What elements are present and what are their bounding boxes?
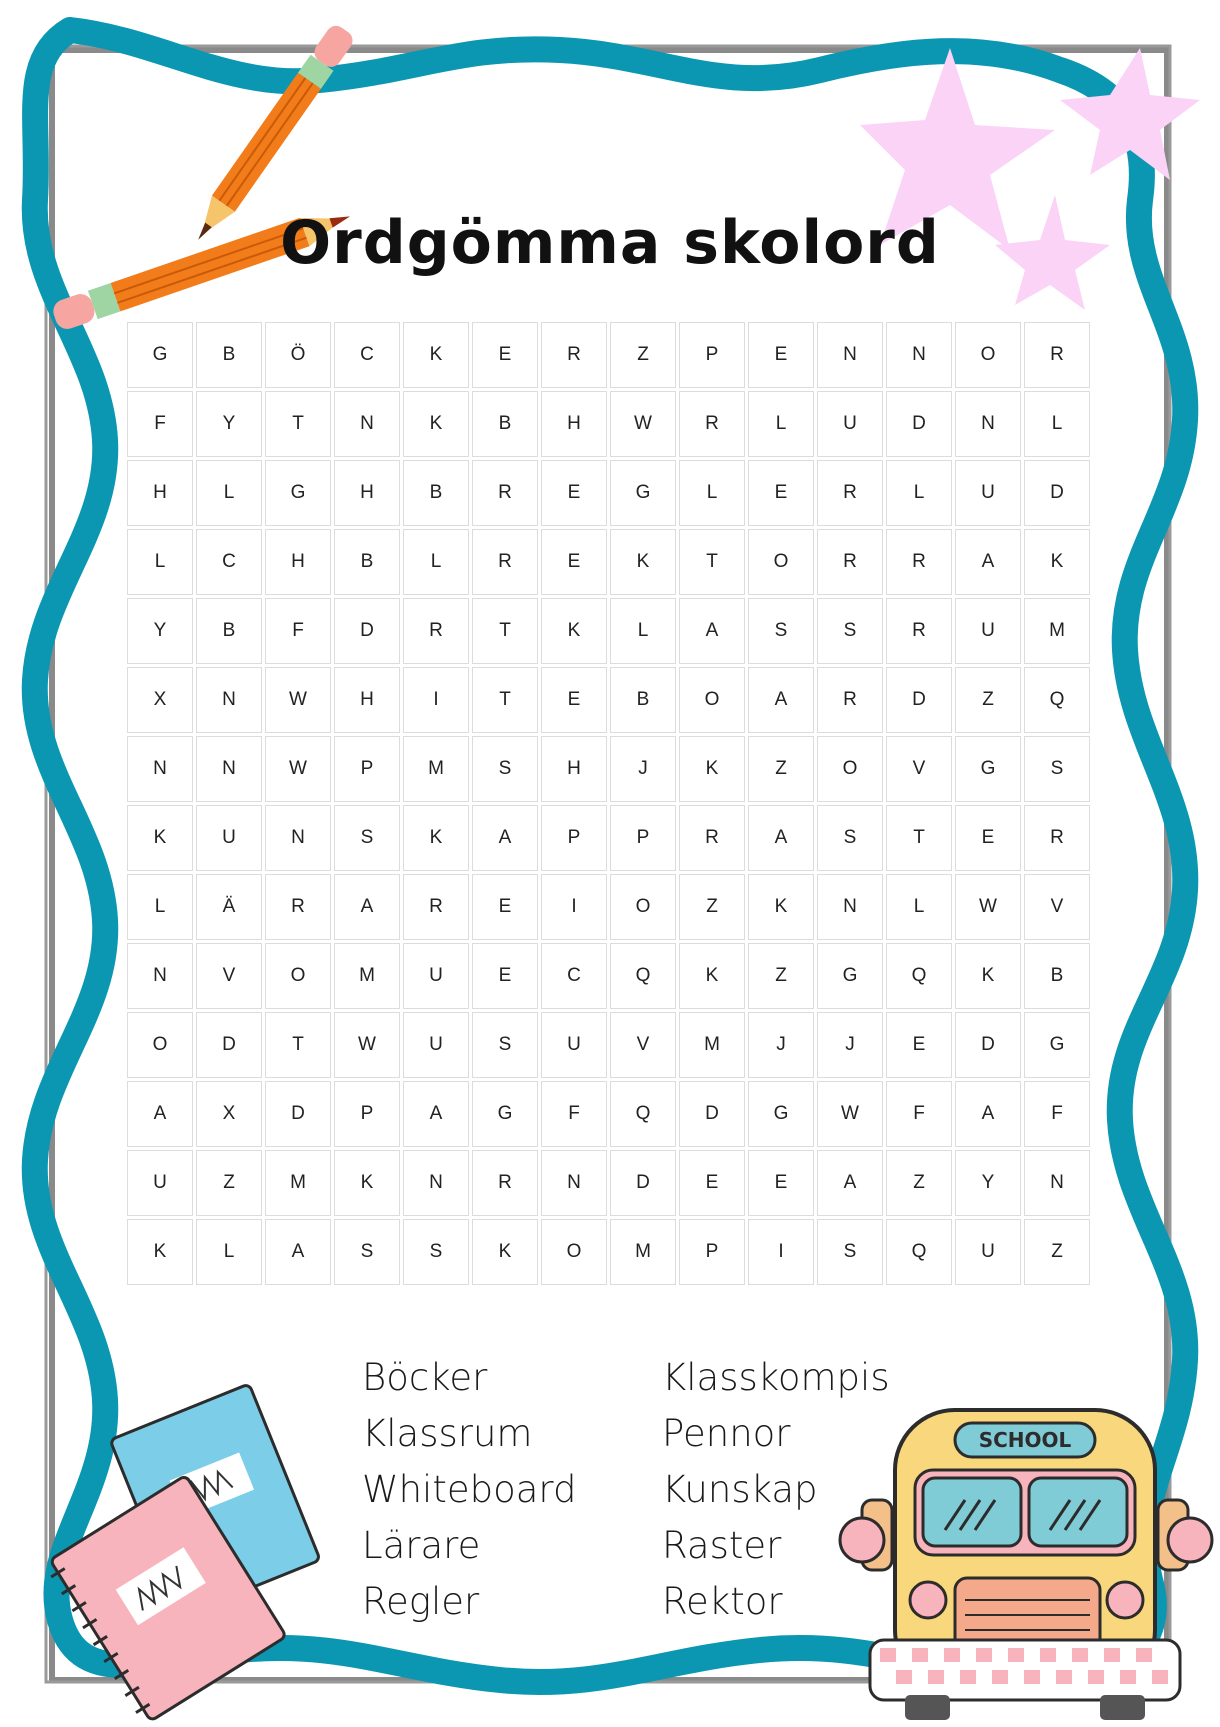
- grid-cell[interactable]: Z: [1024, 1219, 1090, 1285]
- grid-cell[interactable]: O: [265, 943, 331, 1009]
- grid-cell[interactable]: B: [403, 460, 469, 526]
- grid-cell[interactable]: H: [541, 391, 607, 457]
- grid-cell[interactable]: H: [334, 667, 400, 733]
- grid-cell[interactable]: P: [334, 1081, 400, 1147]
- grid-cell[interactable]: W: [334, 1012, 400, 1078]
- grid-cell[interactable]: R: [541, 322, 607, 388]
- grid-cell[interactable]: T: [265, 1012, 331, 1078]
- grid-cell[interactable]: R: [472, 460, 538, 526]
- grid-cell[interactable]: S: [403, 1219, 469, 1285]
- grid-cell[interactable]: Z: [196, 1150, 262, 1216]
- grid-cell[interactable]: O: [955, 322, 1021, 388]
- grid-cell[interactable]: A: [748, 667, 814, 733]
- grid-cell[interactable]: U: [955, 460, 1021, 526]
- grid-cell[interactable]: P: [679, 322, 745, 388]
- grid-cell[interactable]: V: [1024, 874, 1090, 940]
- grid-cell[interactable]: C: [541, 943, 607, 1009]
- grid-cell[interactable]: N: [886, 322, 952, 388]
- grid-cell[interactable]: N: [334, 391, 400, 457]
- grid-cell[interactable]: G: [1024, 1012, 1090, 1078]
- grid-cell[interactable]: H: [334, 460, 400, 526]
- grid-cell[interactable]: N: [817, 874, 883, 940]
- grid-cell[interactable]: S: [334, 805, 400, 871]
- grid-cell[interactable]: T: [472, 667, 538, 733]
- grid-cell[interactable]: Q: [886, 1219, 952, 1285]
- grid-cell[interactable]: E: [541, 529, 607, 595]
- grid-cell[interactable]: W: [265, 736, 331, 802]
- grid-cell[interactable]: K: [403, 391, 469, 457]
- grid-cell[interactable]: Q: [1024, 667, 1090, 733]
- grid-cell[interactable]: Q: [886, 943, 952, 1009]
- grid-cell[interactable]: K: [541, 598, 607, 664]
- grid-cell[interactable]: E: [541, 460, 607, 526]
- grid-cell[interactable]: D: [886, 391, 952, 457]
- grid-cell[interactable]: K: [955, 943, 1021, 1009]
- grid-cell[interactable]: E: [886, 1012, 952, 1078]
- grid-cell[interactable]: L: [886, 874, 952, 940]
- grid-cell[interactable]: R: [265, 874, 331, 940]
- grid-cell[interactable]: M: [1024, 598, 1090, 664]
- word-list-left: [362, 1350, 662, 1630]
- grid-cell[interactable]: A: [817, 1150, 883, 1216]
- grid-cell[interactable]: L: [748, 391, 814, 457]
- word-list-item: Klasskompis: [662, 1356, 890, 1399]
- grid-cell[interactable]: I: [541, 874, 607, 940]
- grid-cell[interactable]: E: [541, 667, 607, 733]
- grid-cell[interactable]: F: [127, 391, 193, 457]
- grid-cell[interactable]: P: [679, 1219, 745, 1285]
- word-list-item: Raster: [662, 1524, 782, 1567]
- grid-cell[interactable]: J: [817, 1012, 883, 1078]
- grid-cell[interactable]: W: [817, 1081, 883, 1147]
- grid-cell[interactable]: A: [748, 805, 814, 871]
- grid-cell[interactable]: A: [955, 529, 1021, 595]
- grid-cell[interactable]: P: [541, 805, 607, 871]
- grid-cell[interactable]: S: [748, 598, 814, 664]
- grid-cell[interactable]: R: [679, 805, 745, 871]
- word-list: [362, 1350, 962, 1630]
- word-list-item: Klassrum: [362, 1412, 533, 1455]
- grid-cell[interactable]: D: [955, 1012, 1021, 1078]
- grid-cell[interactable]: F: [886, 1081, 952, 1147]
- grid-cell[interactable]: S: [334, 1219, 400, 1285]
- grid-cell[interactable]: U: [955, 1219, 1021, 1285]
- grid-cell[interactable]: J: [610, 736, 676, 802]
- grid-cell[interactable]: V: [610, 1012, 676, 1078]
- grid-cell[interactable]: M: [403, 736, 469, 802]
- grid-cell[interactable]: B: [1024, 943, 1090, 1009]
- word-list-item: Regler: [362, 1580, 480, 1623]
- grid-cell[interactable]: K: [403, 805, 469, 871]
- grid-cell[interactable]: R: [472, 1150, 538, 1216]
- grid-cell[interactable]: E: [472, 943, 538, 1009]
- grid-cell[interactable]: K: [679, 943, 745, 1009]
- grid-cell[interactable]: B: [196, 322, 262, 388]
- grid-cell[interactable]: T: [472, 598, 538, 664]
- grid-cell[interactable]: T: [679, 529, 745, 595]
- grid-cell[interactable]: E: [748, 1150, 814, 1216]
- grid-cell[interactable]: U: [541, 1012, 607, 1078]
- grid-cell[interactable]: S: [817, 805, 883, 871]
- grid-cell[interactable]: D: [1024, 460, 1090, 526]
- grid-cell[interactable]: G: [748, 1081, 814, 1147]
- grid-cell[interactable]: R: [1024, 805, 1090, 871]
- grid-cell[interactable]: S: [472, 1012, 538, 1078]
- grid-cell[interactable]: E: [679, 1150, 745, 1216]
- grid-cell[interactable]: K: [127, 1219, 193, 1285]
- grid-cell[interactable]: S: [1024, 736, 1090, 802]
- grid-cell[interactable]: N: [265, 805, 331, 871]
- bus-sign-label: SCHOOL: [978, 1428, 1072, 1452]
- grid-cell[interactable]: D: [196, 1012, 262, 1078]
- grid-cell[interactable]: E: [472, 322, 538, 388]
- grid-cell[interactable]: M: [610, 1219, 676, 1285]
- grid-cell[interactable]: P: [334, 736, 400, 802]
- grid-cell[interactable]: U: [403, 1012, 469, 1078]
- grid-cell[interactable]: A: [403, 1081, 469, 1147]
- grid-cell[interactable]: K: [1024, 529, 1090, 595]
- grid-cell[interactable]: U: [196, 805, 262, 871]
- grid-cell[interactable]: Y: [955, 1150, 1021, 1216]
- grid-cell[interactable]: X: [196, 1081, 262, 1147]
- grid-cell[interactable]: E: [748, 460, 814, 526]
- grid-cell[interactable]: N: [196, 736, 262, 802]
- grid-cell[interactable]: K: [748, 874, 814, 940]
- grid-cell[interactable]: Z: [748, 736, 814, 802]
- grid-cell[interactable]: O: [541, 1219, 607, 1285]
- grid-cell[interactable]: K: [127, 805, 193, 871]
- grid-cell[interactable]: D: [265, 1081, 331, 1147]
- grid-cell[interactable]: A: [127, 1081, 193, 1147]
- grid-cell[interactable]: H: [127, 460, 193, 526]
- grid-cell[interactable]: K: [679, 736, 745, 802]
- grid-cell[interactable]: D: [886, 667, 952, 733]
- grid-cell[interactable]: I: [403, 667, 469, 733]
- grid-cell[interactable]: N: [1024, 1150, 1090, 1216]
- grid-cell[interactable]: G: [127, 322, 193, 388]
- grid-cell[interactable]: L: [1024, 391, 1090, 457]
- grid-cell[interactable]: W: [955, 874, 1021, 940]
- grid-cell[interactable]: K: [472, 1219, 538, 1285]
- grid-cell[interactable]: L: [886, 460, 952, 526]
- grid-cell[interactable]: M: [265, 1150, 331, 1216]
- grid-cell[interactable]: S: [472, 736, 538, 802]
- grid-cell[interactable]: Ä: [196, 874, 262, 940]
- page-title: Ordgömma skolord: [280, 208, 940, 278]
- grid-cell[interactable]: X: [127, 667, 193, 733]
- grid-cell[interactable]: S: [817, 1219, 883, 1285]
- grid-cell[interactable]: Y: [196, 391, 262, 457]
- grid-cell[interactable]: G: [610, 460, 676, 526]
- grid-cell[interactable]: C: [196, 529, 262, 595]
- word-list-item: Lärare: [362, 1524, 481, 1567]
- grid-cell[interactable]: K: [334, 1150, 400, 1216]
- grid-cell[interactable]: E: [472, 874, 538, 940]
- grid-cell[interactable]: K: [610, 529, 676, 595]
- grid-cell[interactable]: P: [610, 805, 676, 871]
- word-list-item: Whiteboard: [362, 1468, 577, 1511]
- grid-cell[interactable]: Q: [610, 943, 676, 1009]
- grid-cell[interactable]: W: [265, 667, 331, 733]
- grid-cell[interactable]: L: [127, 529, 193, 595]
- grid-cell[interactable]: E: [955, 805, 1021, 871]
- grid-cell[interactable]: Y: [127, 598, 193, 664]
- word-list-item: Böcker: [362, 1356, 488, 1399]
- word-list-item: Pennor: [662, 1412, 791, 1455]
- grid-cell[interactable]: L: [403, 529, 469, 595]
- grid-cell[interactable]: R: [472, 529, 538, 595]
- grid-cell[interactable]: U: [817, 391, 883, 457]
- grid-cell[interactable]: L: [610, 598, 676, 664]
- grid-cell[interactable]: V: [886, 736, 952, 802]
- word-list-right: [662, 1350, 962, 1630]
- word-list-item: Rektor: [662, 1580, 783, 1623]
- grid-cell[interactable]: F: [1024, 1081, 1090, 1147]
- grid-cell[interactable]: Z: [748, 943, 814, 1009]
- grid-cell[interactable]: G: [817, 943, 883, 1009]
- grid-cell[interactable]: L: [196, 1219, 262, 1285]
- grid-cell[interactable]: R: [679, 391, 745, 457]
- grid-cell[interactable]: L: [679, 460, 745, 526]
- grid-cell[interactable]: R: [817, 529, 883, 595]
- grid-cell[interactable]: Ö: [265, 322, 331, 388]
- grid-cell[interactable]: U: [955, 598, 1021, 664]
- grid-cell[interactable]: I: [748, 1219, 814, 1285]
- grid-cell[interactable]: G: [265, 460, 331, 526]
- grid-cell[interactable]: B: [196, 598, 262, 664]
- grid-cell[interactable]: N: [955, 391, 1021, 457]
- grid-cell[interactable]: U: [127, 1150, 193, 1216]
- grid-cell[interactable]: O: [817, 736, 883, 802]
- grid-cell[interactable]: T: [886, 805, 952, 871]
- grid-cell[interactable]: N: [127, 943, 193, 1009]
- grid-cell[interactable]: N: [817, 322, 883, 388]
- grid-cell[interactable]: V: [196, 943, 262, 1009]
- grid-cell[interactable]: C: [334, 322, 400, 388]
- grid-cell[interactable]: R: [1024, 322, 1090, 388]
- grid-cell[interactable]: A: [265, 1219, 331, 1285]
- grid-cell[interactable]: R: [886, 598, 952, 664]
- grid-cell[interactable]: Z: [886, 1150, 952, 1216]
- grid-cell[interactable]: M: [334, 943, 400, 1009]
- grid-cell[interactable]: F: [265, 598, 331, 664]
- grid-cell[interactable]: R: [817, 460, 883, 526]
- grid-cell[interactable]: J: [748, 1012, 814, 1078]
- grid-cell[interactable]: O: [679, 667, 745, 733]
- grid-cell[interactable]: O: [748, 529, 814, 595]
- grid-cell[interactable]: E: [748, 322, 814, 388]
- grid-cell[interactable]: O: [127, 1012, 193, 1078]
- grid-cell[interactable]: H: [541, 736, 607, 802]
- grid-cell[interactable]: B: [472, 391, 538, 457]
- grid-cell[interactable]: N: [127, 736, 193, 802]
- grid-cell[interactable]: B: [610, 667, 676, 733]
- grid-cell[interactable]: A: [955, 1081, 1021, 1147]
- grid-cell[interactable]: Z: [679, 874, 745, 940]
- grid-cell[interactable]: B: [334, 529, 400, 595]
- grid-cell[interactable]: U: [403, 943, 469, 1009]
- grid-cell[interactable]: G: [955, 736, 1021, 802]
- grid-cell[interactable]: O: [610, 874, 676, 940]
- grid-cell[interactable]: W: [610, 391, 676, 457]
- grid-cell[interactable]: R: [886, 529, 952, 595]
- grid-cell[interactable]: Q: [610, 1081, 676, 1147]
- word-list-item: Kunskap: [662, 1468, 818, 1511]
- grid-cell[interactable]: L: [127, 874, 193, 940]
- grid-cell[interactable]: N: [541, 1150, 607, 1216]
- grid-cell[interactable]: A: [679, 598, 745, 664]
- grid-cell[interactable]: D: [334, 598, 400, 664]
- grid-cell[interactable]: A: [472, 805, 538, 871]
- grid-cell[interactable]: Z: [955, 667, 1021, 733]
- grid-cell[interactable]: K: [403, 322, 469, 388]
- grid-cell[interactable]: L: [196, 460, 262, 526]
- grid-cell[interactable]: T: [265, 391, 331, 457]
- grid-cell[interactable]: A: [334, 874, 400, 940]
- grid-cell[interactable]: R: [817, 667, 883, 733]
- grid-cell[interactable]: S: [817, 598, 883, 664]
- word-search-grid: [127, 322, 1090, 1285]
- grid-cell[interactable]: R: [403, 598, 469, 664]
- grid-cell[interactable]: R: [403, 874, 469, 940]
- grid-cell[interactable]: N: [196, 667, 262, 733]
- grid-cell[interactable]: H: [265, 529, 331, 595]
- grid-cell[interactable]: F: [541, 1081, 607, 1147]
- grid-cell[interactable]: G: [472, 1081, 538, 1147]
- grid-cell[interactable]: D: [610, 1150, 676, 1216]
- grid-cell[interactable]: N: [403, 1150, 469, 1216]
- grid-cell[interactable]: Z: [610, 322, 676, 388]
- grid-cell[interactable]: M: [679, 1012, 745, 1078]
- grid-cell[interactable]: D: [679, 1081, 745, 1147]
